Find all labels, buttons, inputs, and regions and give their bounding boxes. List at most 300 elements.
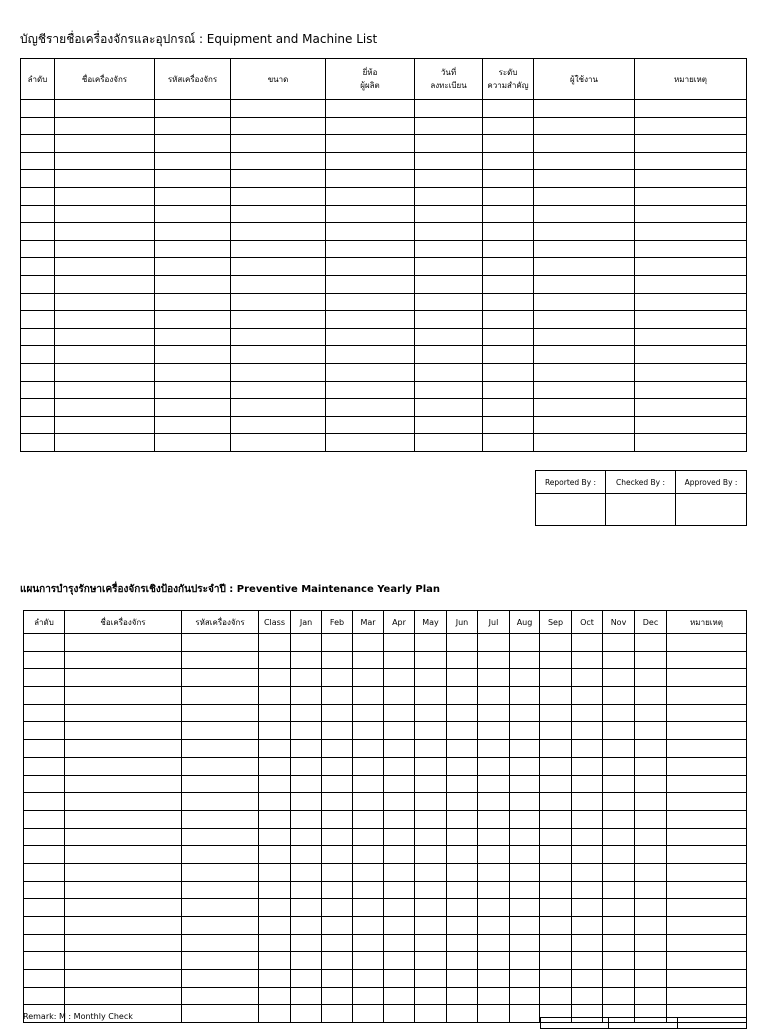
- table-cell[interactable]: [510, 899, 540, 917]
- table-cell[interactable]: [182, 934, 259, 952]
- table-cell[interactable]: [447, 704, 478, 722]
- table-cell[interactable]: [55, 434, 155, 452]
- table-cell[interactable]: [415, 434, 483, 452]
- table-cell[interactable]: [24, 828, 65, 846]
- table-cell[interactable]: [259, 687, 291, 705]
- table-cell[interactable]: [322, 970, 353, 988]
- table-cell[interactable]: [483, 135, 534, 153]
- table-cell[interactable]: [384, 757, 415, 775]
- table-cell[interactable]: [384, 987, 415, 1005]
- table-cell[interactable]: [231, 135, 326, 153]
- table-cell[interactable]: [534, 100, 635, 118]
- table-cell[interactable]: [667, 934, 747, 952]
- table-cell[interactable]: [667, 651, 747, 669]
- table-cell[interactable]: [572, 704, 603, 722]
- table-cell[interactable]: [384, 687, 415, 705]
- table-cell[interactable]: [291, 634, 322, 652]
- table-cell[interactable]: [603, 970, 635, 988]
- table-cell[interactable]: [603, 757, 635, 775]
- table-cell[interactable]: [415, 704, 447, 722]
- table-cell[interactable]: [415, 416, 483, 434]
- table-cell[interactable]: [510, 775, 540, 793]
- table-cell[interactable]: [326, 293, 415, 311]
- table-cell[interactable]: [65, 651, 182, 669]
- table-cell[interactable]: [415, 1005, 447, 1023]
- table-cell[interactable]: [322, 704, 353, 722]
- table-cell[interactable]: [353, 704, 384, 722]
- table-cell[interactable]: [65, 634, 182, 652]
- table-cell[interactable]: [21, 434, 55, 452]
- table-cell[interactable]: [353, 634, 384, 652]
- table-cell[interactable]: [322, 828, 353, 846]
- table-cell[interactable]: [322, 952, 353, 970]
- table-cell[interactable]: [259, 722, 291, 740]
- table-cell[interactable]: [635, 934, 667, 952]
- table-cell[interactable]: [21, 399, 55, 417]
- table-cell[interactable]: [447, 970, 478, 988]
- table-cell[interactable]: [603, 634, 635, 652]
- table-cell[interactable]: [231, 275, 326, 293]
- table-cell[interactable]: [24, 740, 65, 758]
- table-cell[interactable]: [326, 434, 415, 452]
- table-cell[interactable]: [322, 740, 353, 758]
- table-cell[interactable]: [635, 634, 667, 652]
- table-cell[interactable]: [384, 899, 415, 917]
- table-cell[interactable]: [65, 899, 182, 917]
- table-cell[interactable]: [65, 846, 182, 864]
- table-cell[interactable]: [447, 810, 478, 828]
- table-cell[interactable]: [291, 775, 322, 793]
- table-cell[interactable]: [322, 810, 353, 828]
- table-cell[interactable]: [478, 740, 510, 758]
- table-cell[interactable]: [483, 328, 534, 346]
- table-cell[interactable]: [353, 810, 384, 828]
- table-cell[interactable]: [231, 363, 326, 381]
- table-cell[interactable]: [667, 704, 747, 722]
- table-cell[interactable]: [384, 934, 415, 952]
- table-cell[interactable]: [483, 187, 534, 205]
- table-cell[interactable]: [182, 775, 259, 793]
- table-cell[interactable]: [572, 810, 603, 828]
- table-cell[interactable]: [231, 152, 326, 170]
- table-cell[interactable]: [534, 205, 635, 223]
- table-cell[interactable]: [231, 170, 326, 188]
- table-cell[interactable]: [384, 775, 415, 793]
- table-cell[interactable]: [483, 117, 534, 135]
- table-cell[interactable]: [483, 434, 534, 452]
- table-cell[interactable]: [231, 346, 326, 364]
- table-cell[interactable]: [635, 187, 747, 205]
- table-cell[interactable]: [510, 987, 540, 1005]
- table-cell[interactable]: [478, 846, 510, 864]
- table-cell[interactable]: [635, 846, 667, 864]
- table-cell[interactable]: [326, 258, 415, 276]
- table-cell[interactable]: [572, 863, 603, 881]
- table-cell[interactable]: [21, 346, 55, 364]
- table-cell[interactable]: [603, 775, 635, 793]
- table-cell[interactable]: [384, 952, 415, 970]
- table-cell[interactable]: [415, 258, 483, 276]
- table-cell[interactable]: [24, 722, 65, 740]
- table-cell[interactable]: [24, 987, 65, 1005]
- table-cell[interactable]: [353, 987, 384, 1005]
- table-cell[interactable]: [478, 899, 510, 917]
- table-cell[interactable]: [21, 152, 55, 170]
- table-cell[interactable]: [635, 722, 667, 740]
- table-cell[interactable]: [540, 687, 572, 705]
- table-cell[interactable]: [483, 170, 534, 188]
- table-cell[interactable]: [291, 722, 322, 740]
- table-cell[interactable]: [483, 399, 534, 417]
- table-cell[interactable]: [326, 152, 415, 170]
- table-cell[interactable]: [603, 651, 635, 669]
- table-cell[interactable]: [155, 293, 231, 311]
- table-cell[interactable]: [635, 757, 667, 775]
- table-cell[interactable]: [55, 275, 155, 293]
- table-cell[interactable]: [415, 328, 483, 346]
- table-cell[interactable]: [510, 970, 540, 988]
- table-cell[interactable]: [353, 1005, 384, 1023]
- table-cell[interactable]: [65, 704, 182, 722]
- table-cell[interactable]: [667, 740, 747, 758]
- table-cell[interactable]: [415, 970, 447, 988]
- table-cell[interactable]: [415, 917, 447, 935]
- table-cell[interactable]: [384, 651, 415, 669]
- table-cell[interactable]: [483, 223, 534, 241]
- table-cell[interactable]: [415, 846, 447, 864]
- table-cell[interactable]: [24, 917, 65, 935]
- table-cell[interactable]: [384, 846, 415, 864]
- table-cell[interactable]: [447, 634, 478, 652]
- table-cell[interactable]: [182, 881, 259, 899]
- table-cell[interactable]: [155, 240, 231, 258]
- table-cell[interactable]: [231, 381, 326, 399]
- table-cell[interactable]: [540, 704, 572, 722]
- table-cell[interactable]: [155, 381, 231, 399]
- table-cell[interactable]: [572, 881, 603, 899]
- table-cell[interactable]: [635, 704, 667, 722]
- table-cell[interactable]: [635, 311, 747, 329]
- table-cell[interactable]: [182, 1005, 259, 1023]
- table-cell[interactable]: [540, 987, 572, 1005]
- table-cell[interactable]: [540, 863, 572, 881]
- table-cell[interactable]: [447, 775, 478, 793]
- table-cell[interactable]: [353, 970, 384, 988]
- table-cell[interactable]: [572, 917, 603, 935]
- table-cell[interactable]: [603, 863, 635, 881]
- table-cell[interactable]: [24, 952, 65, 970]
- table-cell[interactable]: [603, 810, 635, 828]
- table-cell[interactable]: [259, 1005, 291, 1023]
- table-cell[interactable]: [353, 881, 384, 899]
- table-cell[interactable]: [259, 793, 291, 811]
- table-cell[interactable]: [55, 170, 155, 188]
- table-cell[interactable]: [231, 117, 326, 135]
- table-cell[interactable]: [415, 934, 447, 952]
- table-cell[interactable]: [65, 793, 182, 811]
- table-cell[interactable]: [259, 899, 291, 917]
- table-cell[interactable]: [259, 863, 291, 881]
- table-cell[interactable]: [635, 651, 667, 669]
- table-cell[interactable]: [540, 970, 572, 988]
- table-cell[interactable]: [635, 117, 747, 135]
- table-cell[interactable]: [635, 810, 667, 828]
- table-cell[interactable]: [667, 828, 747, 846]
- table-cell[interactable]: [291, 863, 322, 881]
- table-cell[interactable]: [534, 346, 635, 364]
- table-cell[interactable]: [326, 117, 415, 135]
- table-cell[interactable]: [353, 899, 384, 917]
- table-cell[interactable]: [24, 970, 65, 988]
- table-cell[interactable]: [326, 187, 415, 205]
- table-cell[interactable]: [447, 987, 478, 1005]
- table-cell[interactable]: [572, 793, 603, 811]
- table-cell[interactable]: [291, 828, 322, 846]
- table-cell[interactable]: [55, 117, 155, 135]
- table-cell[interactable]: [65, 863, 182, 881]
- table-cell[interactable]: [231, 399, 326, 417]
- table-cell[interactable]: [510, 740, 540, 758]
- table-cell[interactable]: [65, 757, 182, 775]
- table-cell[interactable]: [24, 651, 65, 669]
- table-cell[interactable]: [55, 416, 155, 434]
- table-cell[interactable]: [415, 669, 447, 687]
- table-cell[interactable]: [483, 258, 534, 276]
- table-cell[interactable]: [603, 687, 635, 705]
- table-cell[interactable]: [447, 1005, 478, 1023]
- table-cell[interactable]: [483, 205, 534, 223]
- table-cell[interactable]: [55, 258, 155, 276]
- table-cell[interactable]: [635, 793, 667, 811]
- table-cell[interactable]: [384, 1005, 415, 1023]
- table-cell[interactable]: [572, 687, 603, 705]
- table-cell[interactable]: [155, 363, 231, 381]
- table-cell[interactable]: [540, 810, 572, 828]
- table-cell[interactable]: [353, 687, 384, 705]
- table-cell[interactable]: [572, 934, 603, 952]
- table-cell[interactable]: [182, 757, 259, 775]
- table-cell[interactable]: [353, 669, 384, 687]
- table-cell[interactable]: [24, 687, 65, 705]
- table-cell[interactable]: [415, 952, 447, 970]
- table-cell[interactable]: [478, 757, 510, 775]
- table-cell[interactable]: [322, 881, 353, 899]
- table-cell[interactable]: [534, 311, 635, 329]
- table-cell[interactable]: [291, 846, 322, 864]
- table-cell[interactable]: [572, 828, 603, 846]
- table-cell[interactable]: [259, 828, 291, 846]
- table-cell[interactable]: [326, 240, 415, 258]
- table-cell[interactable]: [155, 258, 231, 276]
- table-cell[interactable]: [534, 434, 635, 452]
- table-cell[interactable]: [510, 934, 540, 952]
- table-cell[interactable]: [182, 669, 259, 687]
- table-cell[interactable]: [55, 223, 155, 241]
- table-cell[interactable]: [415, 722, 447, 740]
- table-cell[interactable]: [384, 881, 415, 899]
- table-cell[interactable]: [534, 363, 635, 381]
- table-cell[interactable]: [65, 669, 182, 687]
- table-cell[interactable]: [291, 987, 322, 1005]
- table-cell[interactable]: [24, 899, 65, 917]
- table-cell[interactable]: [447, 899, 478, 917]
- table-cell[interactable]: [483, 311, 534, 329]
- table-cell[interactable]: [65, 970, 182, 988]
- table-cell[interactable]: [447, 917, 478, 935]
- table-cell[interactable]: [182, 917, 259, 935]
- table-cell[interactable]: [478, 634, 510, 652]
- table-cell[interactable]: [510, 828, 540, 846]
- table-cell[interactable]: [415, 187, 483, 205]
- table-cell[interactable]: [540, 651, 572, 669]
- table-cell[interactable]: [353, 740, 384, 758]
- table-cell[interactable]: [510, 846, 540, 864]
- table-cell[interactable]: [259, 757, 291, 775]
- table-cell[interactable]: [24, 881, 65, 899]
- table-cell[interactable]: [322, 899, 353, 917]
- table-cell[interactable]: [635, 775, 667, 793]
- table-cell[interactable]: [259, 740, 291, 758]
- table-cell[interactable]: [510, 722, 540, 740]
- table-cell[interactable]: [291, 970, 322, 988]
- table-cell[interactable]: [510, 1005, 540, 1023]
- table-cell[interactable]: [322, 775, 353, 793]
- table-cell[interactable]: [603, 899, 635, 917]
- table-cell[interactable]: [534, 240, 635, 258]
- table-cell[interactable]: [326, 346, 415, 364]
- table-cell[interactable]: [635, 328, 747, 346]
- table-cell[interactable]: [667, 793, 747, 811]
- table-cell[interactable]: [322, 846, 353, 864]
- table-cell[interactable]: [603, 793, 635, 811]
- table-cell[interactable]: [55, 293, 155, 311]
- table-cell[interactable]: [231, 100, 326, 118]
- table-cell[interactable]: [635, 828, 667, 846]
- table-cell[interactable]: [534, 223, 635, 241]
- table-cell[interactable]: [384, 863, 415, 881]
- table-cell[interactable]: [415, 651, 447, 669]
- table-cell[interactable]: [540, 952, 572, 970]
- table-cell[interactable]: [447, 740, 478, 758]
- table-cell[interactable]: [635, 669, 667, 687]
- table-cell[interactable]: [291, 669, 322, 687]
- table-cell[interactable]: [635, 152, 747, 170]
- table-cell[interactable]: [635, 863, 667, 881]
- table-cell[interactable]: [326, 135, 415, 153]
- table-cell[interactable]: [21, 275, 55, 293]
- table-cell[interactable]: [478, 970, 510, 988]
- table-cell[interactable]: [415, 810, 447, 828]
- table-cell[interactable]: [65, 722, 182, 740]
- table-cell[interactable]: [447, 846, 478, 864]
- table-cell[interactable]: [483, 240, 534, 258]
- table-cell[interactable]: [24, 757, 65, 775]
- table-cell[interactable]: [603, 704, 635, 722]
- table-cell[interactable]: [447, 669, 478, 687]
- table-cell[interactable]: [478, 987, 510, 1005]
- table-cell[interactable]: [291, 881, 322, 899]
- table-cell[interactable]: [55, 381, 155, 399]
- table-cell[interactable]: [55, 328, 155, 346]
- table-cell[interactable]: [478, 952, 510, 970]
- table-cell[interactable]: [24, 793, 65, 811]
- table-cell[interactable]: [483, 381, 534, 399]
- table-cell[interactable]: [534, 117, 635, 135]
- table-cell[interactable]: [483, 346, 534, 364]
- table-cell[interactable]: [182, 634, 259, 652]
- table-cell[interactable]: [635, 135, 747, 153]
- table-cell[interactable]: [155, 275, 231, 293]
- table-cell[interactable]: [326, 205, 415, 223]
- table-cell[interactable]: [635, 346, 747, 364]
- table-cell[interactable]: [415, 634, 447, 652]
- table-cell[interactable]: [667, 899, 747, 917]
- table-cell[interactable]: [667, 952, 747, 970]
- table-cell[interactable]: [635, 687, 667, 705]
- table-cell[interactable]: [55, 152, 155, 170]
- table-cell[interactable]: [667, 634, 747, 652]
- table-cell[interactable]: [353, 917, 384, 935]
- table-cell[interactable]: [447, 863, 478, 881]
- table-cell[interactable]: [572, 846, 603, 864]
- table-cell[interactable]: [291, 740, 322, 758]
- table-cell[interactable]: [572, 952, 603, 970]
- table-cell[interactable]: [182, 899, 259, 917]
- table-cell[interactable]: [231, 311, 326, 329]
- table-cell[interactable]: [55, 363, 155, 381]
- table-cell[interactable]: [55, 311, 155, 329]
- table-cell[interactable]: [540, 775, 572, 793]
- table-cell[interactable]: [384, 740, 415, 758]
- table-cell[interactable]: [534, 258, 635, 276]
- table-cell[interactable]: [155, 117, 231, 135]
- table-cell[interactable]: [182, 970, 259, 988]
- table-cell[interactable]: [231, 205, 326, 223]
- table-cell[interactable]: [667, 881, 747, 899]
- table-cell[interactable]: [415, 828, 447, 846]
- table-cell[interactable]: [24, 934, 65, 952]
- table-cell[interactable]: [540, 634, 572, 652]
- table-cell[interactable]: [540, 722, 572, 740]
- table-cell[interactable]: [483, 363, 534, 381]
- table-cell[interactable]: [291, 1005, 322, 1023]
- table-cell[interactable]: [384, 634, 415, 652]
- table-cell[interactable]: [478, 775, 510, 793]
- table-cell[interactable]: [540, 917, 572, 935]
- table-cell[interactable]: [603, 934, 635, 952]
- table-cell[interactable]: [24, 863, 65, 881]
- table-cell[interactable]: [635, 952, 667, 970]
- table-cell[interactable]: [322, 934, 353, 952]
- table-cell[interactable]: [291, 757, 322, 775]
- table-cell[interactable]: [21, 258, 55, 276]
- table-cell[interactable]: [322, 863, 353, 881]
- table-cell[interactable]: [540, 757, 572, 775]
- table-cell[interactable]: [667, 757, 747, 775]
- table-cell[interactable]: [326, 100, 415, 118]
- table-cell[interactable]: [353, 775, 384, 793]
- table-cell[interactable]: [478, 793, 510, 811]
- table-cell[interactable]: [182, 651, 259, 669]
- table-cell[interactable]: [534, 381, 635, 399]
- table-cell[interactable]: [635, 881, 667, 899]
- table-cell[interactable]: [24, 704, 65, 722]
- table-cell[interactable]: [55, 205, 155, 223]
- table-cell[interactable]: [534, 416, 635, 434]
- table-cell[interactable]: [65, 775, 182, 793]
- table-cell[interactable]: [635, 917, 667, 935]
- table-cell[interactable]: [415, 152, 483, 170]
